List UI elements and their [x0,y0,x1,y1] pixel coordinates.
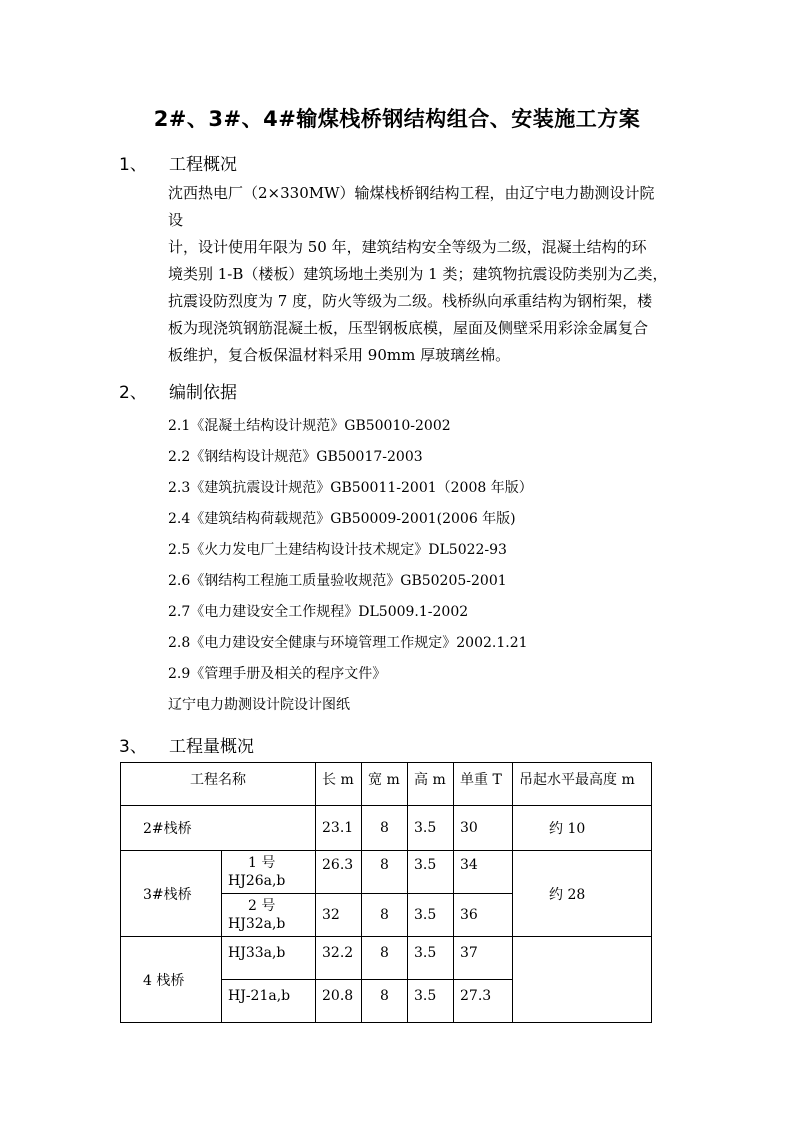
overview-line: 板维护，复合板保温材料采用 90mm 厚玻璃丝棉。 [168,346,511,364]
bridge4-1-height: 3.5 [408,937,454,980]
bridge4-2-sub: HJ-21a,b [222,980,316,1023]
bridge3-2-height: 3.5 [408,894,454,937]
bridge3-name: 3#栈桥 [121,851,222,937]
sub-number: 1 号 [248,855,276,871]
bridge4-2-length: 20.8 [316,980,362,1023]
bridge4-1-length: 32.2 [316,937,362,980]
reference-item: 2.7《电力建设安全工作规程》DL5009.1-2002 [168,604,469,620]
bridge3-sub-1 [222,851,316,894]
bridge4-1-width: 8 [362,937,408,980]
bridge3-1-width: 8 [362,851,408,894]
bridge2-height: 3.5 [408,806,454,851]
reference-item: 2.9《管理手册及相关的程序文件》 [168,666,387,682]
sub-number: 2 号 [248,898,276,914]
section-heading-basis [119,378,237,403]
section-number: 3、 [119,737,147,757]
section-number: 1、 [119,155,147,175]
reference-item: 2.5《火力发电厂土建结构设计技术规定》DL5022-93 [168,542,507,558]
header-length: 长 m [316,763,362,806]
bridge2-name: 2#栈桥 [121,806,316,851]
reference-item: 2.2《钢结构设计规范》GB50017-2003 [168,449,423,465]
bridge3-1-weight: 34 [454,851,513,894]
bridge4-1-sub: HJ33a,b [222,937,316,980]
bridge3-2-length: 32 [316,894,362,937]
section-heading-quantities [119,732,254,757]
bridge3-1-height: 3.5 [408,851,454,894]
table-row [121,851,652,894]
overview-line: 抗震设防烈度为 7 度，防火等级为二级。栈桥纵向承重结构为钢桁架，楼 [168,292,653,310]
overview-line: 沈西热电厂（2×330MW）输煤栈桥钢结构工程，由辽宁电力勘测设计院设 [168,184,655,229]
overview-line: 板为现浇筑钢筋混凝土板，压型钢板底模，屋面及侧壁采用彩涂金属复合 [168,319,649,337]
bridge2-length: 23.1 [316,806,362,851]
table-header-row [121,763,652,806]
quantities-table [120,762,652,1023]
section-label: 编制依据 [169,383,237,403]
bridge3-lift: 约 28 [513,851,652,937]
bridge4-name: 4 栈桥 [121,937,222,1023]
reference-item: 2.6《钢结构工程施工质量验收规范》GB50205-2001 [168,573,507,589]
section-heading-overview [119,150,237,175]
reference-item: 2.4《建筑结构荷载规范》GB50009-2001(2006 年版) [168,511,516,527]
bridge3-2-width: 8 [362,894,408,937]
overview-paragraph [168,180,668,369]
reference-item: 2.1《混凝土结构设计规范》GB50010-2002 [168,418,451,434]
bridge3-1-length: 26.3 [316,851,362,894]
table-row [121,806,652,851]
bridge2-lift: 约 10 [513,806,652,851]
bridge4-2-width: 8 [362,980,408,1023]
header-lift: 吊起水平最高度 m [513,763,652,806]
table-row [121,937,652,980]
section-number: 2、 [119,383,147,403]
overview-line: 境类别 1-B（楼板）建筑场地土类别为 1 类；建筑物抗震设防类别为乙类， [168,265,668,283]
header-weight: 单重 T [454,763,513,806]
bridge2-weight: 30 [454,806,513,851]
bridge4-2-height: 3.5 [408,980,454,1023]
reference-item: 2.3《建筑抗震设计规范》GB50011-2001（2008 年版） [168,480,533,496]
document-title: 2#、3#、4#输煤栈桥钢结构组合、安装施工方案 [153,107,641,131]
sub-code: HJ32a,b [228,916,286,932]
section-label: 工程概况 [169,155,237,175]
section-label: 工程量概况 [169,737,254,757]
bridge4-2-weight: 27.3 [454,980,513,1023]
header-name: 工程名称 [121,763,316,806]
overview-line: 计，设计使用年限为 50 年，建筑结构安全等级为二级，混凝土结构的环 [168,238,647,256]
bridge4-lift [513,937,652,1023]
header-height: 高 m [408,763,454,806]
sub-code: HJ26a,b [228,873,286,889]
bridge2-width: 8 [362,806,408,851]
reference-item: 2.8《电力建设安全健康与环境管理工作规定》2002.1.21 [168,635,528,651]
bridge3-sub-2 [222,894,316,937]
bridge3-2-weight: 36 [454,894,513,937]
reference-item: 辽宁电力勘测设计院设计图纸 [168,697,350,713]
bridge4-1-weight: 37 [454,937,513,980]
header-width: 宽 m [362,763,408,806]
